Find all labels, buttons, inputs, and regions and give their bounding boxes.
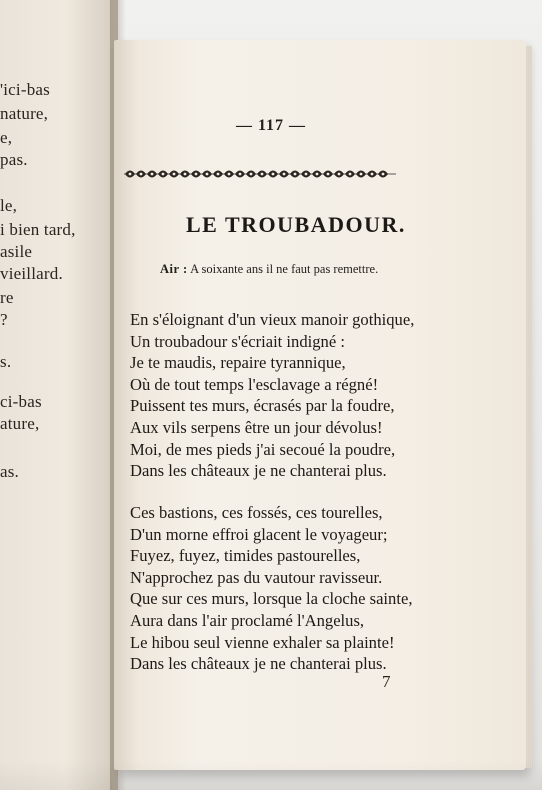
stanza-1 bbox=[130, 309, 414, 482]
verse-line: N'approchez pas du vautour ravisseur. bbox=[130, 567, 383, 587]
left-page-line: ature, bbox=[0, 414, 40, 433]
verse-line: Que sur ces murs, lorsque la cloche sainte, bbox=[130, 589, 413, 609]
left-page-line: nature, bbox=[0, 104, 49, 123]
ornament-dot bbox=[195, 173, 198, 176]
left-page-line: le, bbox=[0, 196, 18, 215]
air-line bbox=[160, 262, 378, 277]
left-page-line: i bien tard, bbox=[0, 220, 76, 239]
ornament-dot bbox=[129, 173, 132, 176]
left-page-line: as. bbox=[0, 462, 20, 481]
left-page-line: ? bbox=[0, 310, 8, 329]
ornament-dot bbox=[239, 173, 242, 176]
ornament-dot bbox=[173, 173, 176, 176]
verse-line: Dans les châteaux je ne chanterai plus. bbox=[130, 461, 387, 481]
verse-line: Je te maudis, repaire tyrannique, bbox=[130, 353, 346, 373]
ornament-dot bbox=[382, 173, 385, 176]
verse-line: Dans les châteaux je ne chanterai plus. bbox=[130, 654, 387, 674]
left-page-line: vieillard. bbox=[0, 264, 63, 283]
left-page-line: s. bbox=[0, 352, 12, 371]
ornament-dot bbox=[294, 173, 297, 176]
ornament-dot bbox=[305, 173, 308, 176]
ornament-divider bbox=[124, 168, 396, 180]
ornament-dot bbox=[184, 173, 187, 176]
left-page-line: 'ici-bas bbox=[0, 80, 50, 99]
left-page-line: asile bbox=[0, 242, 33, 261]
verse-line: Fuyez, fuyez, timides pastourelles, bbox=[130, 546, 361, 566]
ornament-dot bbox=[206, 173, 209, 176]
ornament-dot bbox=[283, 173, 286, 176]
ornament-dot bbox=[217, 173, 220, 176]
ornament-dot bbox=[162, 173, 165, 176]
ornament-dot bbox=[316, 173, 319, 176]
verse-line: Moi, de mes pieds j'ai secoué la poudre, bbox=[130, 439, 396, 459]
verse-line: Le hibou seul vienne exhaler sa plainte! bbox=[130, 632, 395, 652]
left-page-line: e, bbox=[0, 128, 13, 147]
stanza-2 bbox=[130, 502, 412, 675]
page-edge bbox=[526, 46, 532, 768]
ornament-dot bbox=[151, 173, 154, 176]
ornament-dot bbox=[272, 173, 275, 176]
page-number: — 117 — bbox=[235, 117, 307, 134]
ornament-dot bbox=[360, 173, 363, 176]
verse-line: D'un morne effroi glacent le voyageur; bbox=[130, 524, 388, 544]
left-page-line: ci-bas bbox=[0, 392, 42, 411]
verse-line: Ces bastions, ces fossés, ces tourelles, bbox=[130, 503, 383, 522]
left-page-line: pas. bbox=[0, 150, 28, 169]
left-page-line: re bbox=[0, 288, 14, 307]
air-label: Air : bbox=[160, 262, 188, 276]
air-tune: A soixante ans il ne faut pas remettre. bbox=[190, 262, 379, 276]
signature-mark: 7 bbox=[382, 672, 391, 691]
verse-line: Puissent tes murs, écrasés par la foudre, bbox=[130, 396, 395, 416]
page-title: LE TROUBADOUR. bbox=[186, 212, 406, 237]
ornament-dot bbox=[140, 173, 143, 176]
ornament-dot bbox=[349, 173, 352, 176]
verse-line: Un troubadour s'écriait indigné : bbox=[130, 331, 345, 351]
verse-line: En s'éloignant d'un vieux manoir gothique, bbox=[130, 310, 415, 329]
ornament-dot bbox=[327, 173, 330, 176]
ornament-dot bbox=[338, 173, 341, 176]
photo-shadow bbox=[0, 760, 542, 790]
ornament-dot bbox=[261, 173, 264, 176]
verse-line: Aura dans l'air proclamé l'Angelus, bbox=[130, 610, 365, 630]
ornament-dot bbox=[250, 173, 253, 176]
ornament-dot bbox=[228, 173, 231, 176]
verse-line: Où de tout temps l'esclavage a régné! bbox=[130, 374, 379, 394]
ornament-dot bbox=[371, 173, 374, 176]
verse-line: Aux vils serpens être un jour dévolus! bbox=[130, 417, 383, 437]
